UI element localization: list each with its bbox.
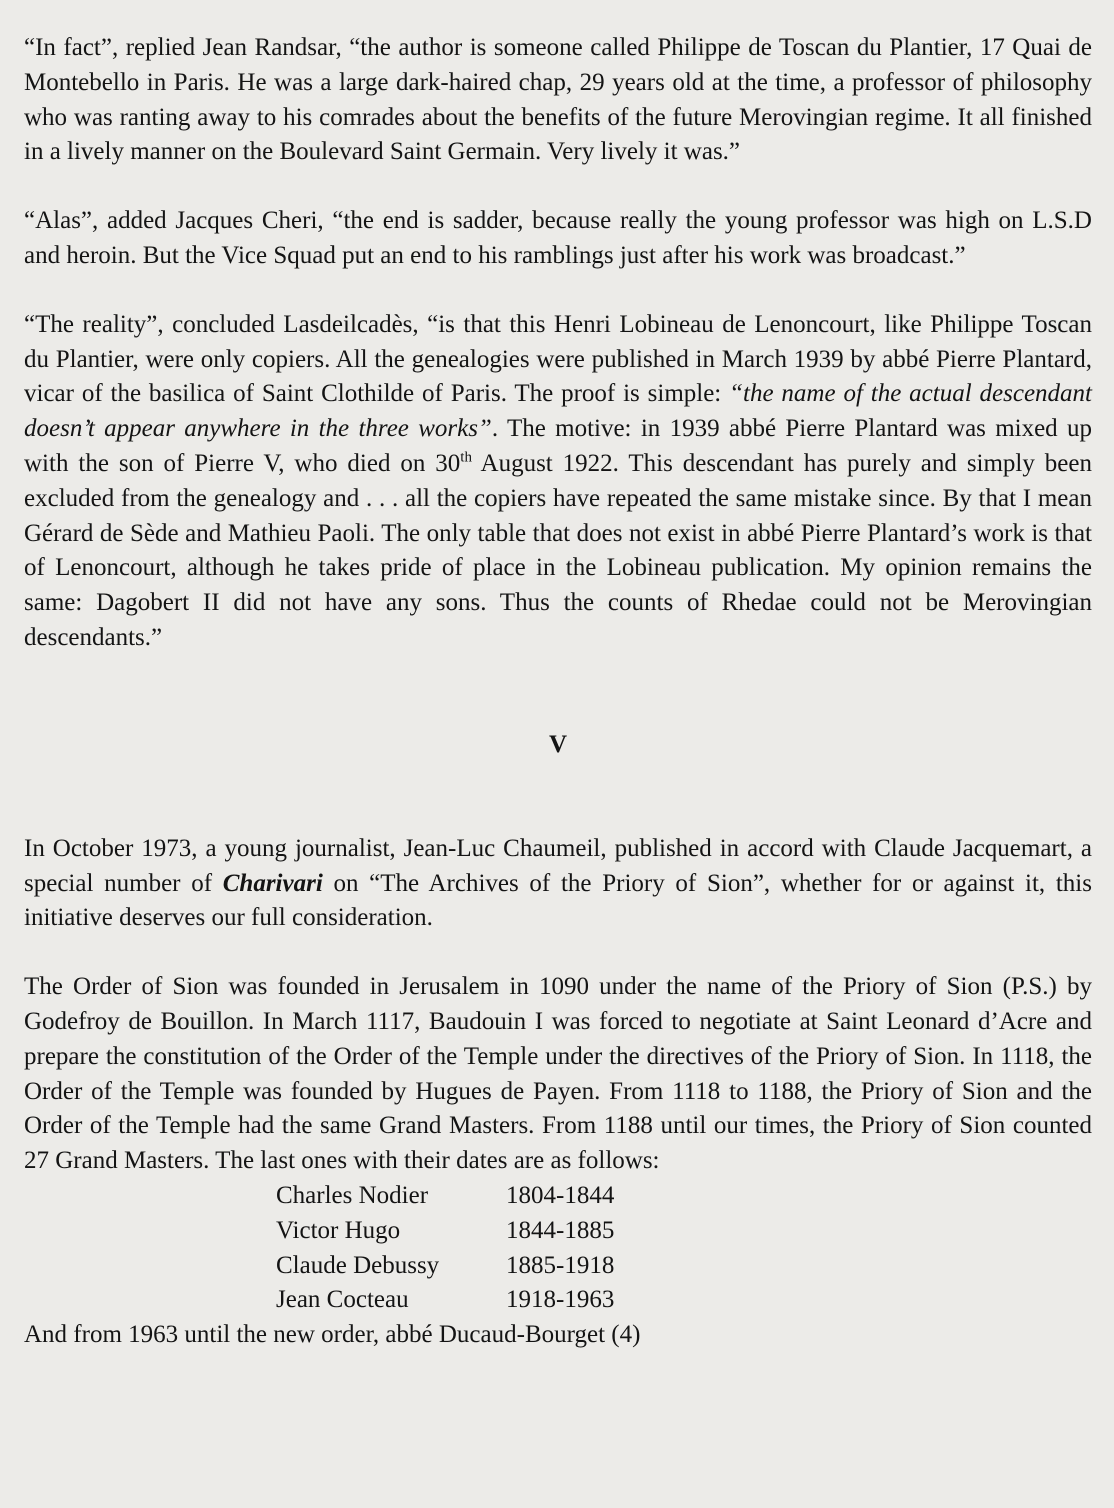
master-dates: 1844-1885 [506, 1216, 615, 1244]
master-dates: 1918-1963 [506, 1286, 615, 1314]
list-item [276, 1179, 614, 1214]
publication-title: Charivari [222, 869, 323, 897]
paragraph-lasdeilcades [24, 308, 1092, 656]
paragraph-lasdeilcades-part-c: August 1922. This descendant has purely and simply been excluded from the genealogy and . . . all the copiers have repeated the same mistake since. By that I mean Gérard de Sède and Mathieu Paoli. The only table that does not exist in abbé Pierre Plantard’s work is that of Lenoncourt, although he takes pride of place in the Lobineau publication. My opinion remains the same: Dagobert II did not have any sons. Thus the counts of Rhedae could not be Merovingian descendants.” [24, 449, 1092, 651]
paragraph-charivari-part-a: In October 1973, a young journalist, Jean-Luc Chaumeil, published in accord with Claude Jacquemart, a special number of [24, 834, 1092, 897]
master-name: Charles Nodier [276, 1181, 429, 1209]
paragraph-lasdeilcades-part-b: . The motive: in 1939 abbé Pierre Plantard was mixed up with the son of Pierre V, who died on 30 [24, 415, 1092, 477]
master-name: Jean Cocteau [276, 1286, 409, 1314]
master-name: Claude Debussy [276, 1251, 440, 1279]
master-dates: 1804-1844 [506, 1181, 615, 1209]
list-item [276, 1249, 614, 1284]
paragraph-closing: And from 1963 until the new order, abbé Ducaud-Bourget (4) [24, 1321, 641, 1349]
paragraph-randsar: “In fact”, replied Jean Randsar, “the author is someone called Philippe de Toscan du Plantier, 17 Quai de Montebello in Paris. He was a large dark-haired chap, 29 years old at the time, a professor of philosophy who was ranting away to his comrades about the benefits of the future Merovingian regime. It all finished in a lively manner on the Boulevard Saint Germain. Very lively it was.” [24, 34, 1092, 166]
list-item [276, 1283, 614, 1318]
section-heading: V [548, 730, 568, 758]
paragraph-cheri: “Alas”, added Jacques Cheri, “the end is sadder, because really the young professor was high on L.S.D and heroin. But the Vice Squad put an end to his ramblings just after his work was broadcast.” [24, 207, 1092, 269]
grand-masters-list [276, 1179, 614, 1318]
ordinal-superscript: th [460, 449, 472, 466]
paragraph-order-of-sion: The Order of Sion was founded in Jerusalem in 1090 under the name of the Priory of Sion (P.S.) by Godefroy de Bouillon. In March 1117, Baudouin I was forced to negotiate at Saint Leonard d’Acre and prepare the constitution of the Order of the Temple under the directives of the Priory of Sion. In 1118, the Order of the Temple was founded by Hugues de Payen. From 1118 to 1188, the Priory of Sion and the Order of the Temple had the same Grand Masters. From 1188 until our times, the Priory of Sion counted 27 Grand Masters. The last ones with their dates are as follows: [24, 973, 1092, 1175]
paragraph-lasdeilcades-part-a: “The reality”, concluded Lasdeilcadès, “is that this Henri Lobineau de Lenoncourt, like Philippe Toscan du Plantier, were only copiers. All the genealogies were published in March 1939 by abbé Pierre Plantard, vicar of the basilica of Saint Clothilde of Paris. The proof is simple: [24, 310, 1092, 408]
italic-quote: “the name of the actual descendant doesn’t appear anywhere in the three works” [24, 380, 1092, 443]
master-dates: 1885-1918 [506, 1251, 615, 1279]
paragraph-charivari [24, 832, 1092, 936]
master-name: Victor Hugo [276, 1216, 401, 1244]
list-item [276, 1214, 614, 1249]
paragraph-charivari-part-b: on “The Archives of the Priory of Sion”, whether for or against it, this initiative deserves our full consideration. [24, 869, 1092, 932]
